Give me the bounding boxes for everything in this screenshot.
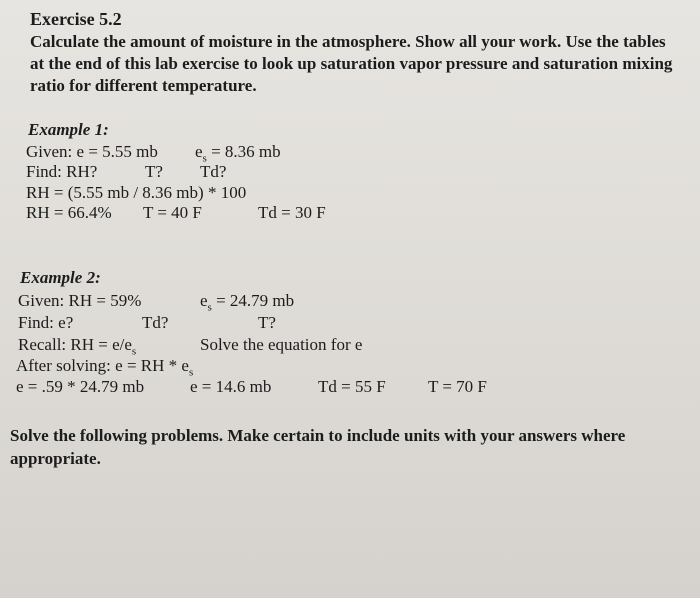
exercise-title: Exercise 5.2 xyxy=(30,9,122,29)
instruction-line-2: at the end of this lab exercise to look up saturation vapor pressure and saturation mixing xyxy=(30,54,673,73)
example-1-find-t: T? xyxy=(145,162,163,181)
example-1-find-td: Td? xyxy=(200,162,227,181)
footer-line-2: appropriate. xyxy=(10,449,101,468)
instruction-line-1: Calculate the amount of moisture in the atmosphere. Show all your work. Use the tables xyxy=(30,32,666,51)
example-2-calc: e = .59 * 24.79 mb xyxy=(16,377,145,396)
example-1-td-result: Td = 30 F xyxy=(258,203,326,222)
example-1-find: Find: RH? xyxy=(26,162,98,181)
example-2-heading: Example 2: xyxy=(20,268,101,287)
example-2-after-text: After solving: e = RH * e xyxy=(16,356,189,375)
example-2-e-result: e = 14.6 mb xyxy=(190,377,272,396)
instruction-line-3: ratio for different temperature. xyxy=(30,76,257,95)
example-2-after-solving: After solving: e = RH * $e_s$ xyxy=(16,356,194,379)
example-2-t-result: T = 70 F xyxy=(428,377,487,396)
example-1-es-value: 8.36 mb xyxy=(224,142,281,161)
example-2-recall-note: Solve the equation for e xyxy=(200,335,363,354)
example-2-given: Given: RH = 59% xyxy=(18,291,142,310)
example-2-find: Find: e? xyxy=(18,313,74,332)
example-1-rh-result: RH = 66.4% xyxy=(26,203,112,222)
example-2-recall: Recall: RH = $e/e_s$ xyxy=(18,335,137,358)
example-1-heading: Example 1: xyxy=(28,120,109,139)
example-1-rh-calc: RH = (5.55 mb / 8.36 mb) * 100 xyxy=(26,183,247,202)
example-2-given-es: $e_s = 24.79$ mb xyxy=(200,291,295,314)
example-2-es-value: 24.79 mb xyxy=(229,291,295,310)
footer-line-1: Solve the following problems. Make certain to include units with your answers where xyxy=(10,426,626,445)
example-1-given-es: $e_s = 8.36$ mb xyxy=(195,142,281,165)
example-1-given: Given: e = 5.55 mb xyxy=(26,142,158,161)
example-1-t-result: T = 40 F xyxy=(143,203,202,222)
example-2-recall-text: Recall: RH = e/e xyxy=(18,335,132,354)
example-2-find-t: T? xyxy=(258,313,276,332)
example-2-td-result: Td = 55 F xyxy=(318,377,386,396)
example-2-find-td: Td? xyxy=(142,313,169,332)
